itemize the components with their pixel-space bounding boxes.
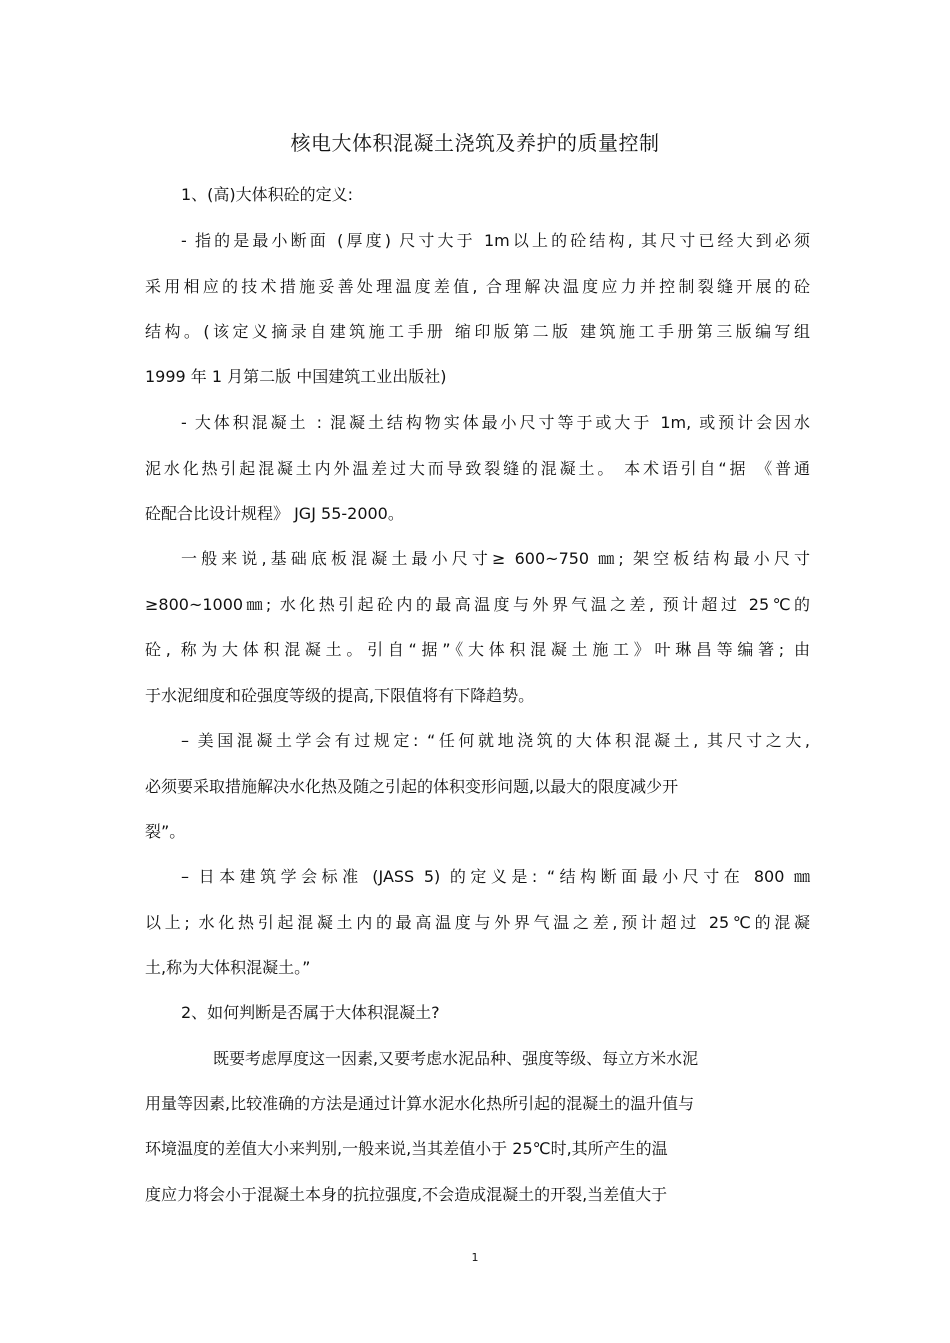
paragraph-line: 采用相应的技术措施妥善处理温度差值, 合理解决温度应力并控制裂缝开展的砼 bbox=[145, 277, 810, 296]
section-heading-1: 1、(高)大体积砼的定义: bbox=[181, 185, 354, 204]
paragraph-line: 于水泥细度和砼强度等级的提高,下限值将有下降趋势。 bbox=[145, 686, 535, 705]
paragraph-line: 砼配合比设计规程》 JGJ 55-2000。 bbox=[145, 504, 404, 523]
paragraph-line: – 美国混凝土学会有过规定: “任何就地浇筑的大体积混凝土, 其尺寸之大, bbox=[181, 731, 810, 750]
paragraph-line: 土,称为大体积混凝土。” bbox=[145, 958, 311, 977]
paragraph-line: 结构。(该定义摘录自建筑施工手册 缩印版第二版 建筑施工手册第三版编写组 bbox=[145, 322, 810, 341]
paragraph-line: – 日本建筑学会标准 (JASS 5) 的定义是: “结构断面最小尺寸在 800 ㎜ bbox=[181, 867, 810, 886]
paragraph-line: 泥水化热引起混凝土内外温差过大而导致裂缝的混凝土。 本术语引自“据 《普通 bbox=[145, 459, 810, 478]
paragraph-line: 砼, 称为大体积混凝土。引自“据”《大体积混凝土施工》叶琳昌等编箸; 由 bbox=[145, 640, 810, 659]
paragraph-line: ≥800~1000㎜; 水化热引起砼内的最高温度与外界气温之差, 预计超过 25℃的 bbox=[145, 595, 810, 614]
section-heading-2: 2、如何判断是否属于大体积混凝土? bbox=[181, 1003, 440, 1022]
paragraph-line: 用量等因素,比较准确的方法是通过计算水泥水化热所引起的混凝土的温升值与 bbox=[145, 1094, 695, 1113]
paragraph-line: - 大体积混凝土 : 混凝土结构物实体最小尺寸等于或大于 1m, 或预计会因水 bbox=[181, 413, 810, 432]
paragraph-line: 一般来说,基础底板混凝土最小尺寸≥ 600~750 ㎜; 架空板结构最小尺寸 bbox=[181, 549, 810, 568]
paragraph-line: 既要考虑厚度这一因素,又要考虑水泥品种、强度等级、每立方米水泥 bbox=[213, 1049, 699, 1068]
paragraph-line: - 指的是最小断面 (厚度) 尺寸大于 1m以上的砼结构, 其尺寸已经大到必须 bbox=[181, 231, 810, 250]
document-title: 核电大体积混凝土浇筑及养护的质量控制 bbox=[290, 131, 660, 155]
paragraph-line: 1999 年 1 月第二版 中国建筑工业出版社) bbox=[145, 367, 447, 386]
paragraph-line: 度应力将会小于混凝土本身的抗拉强度,不会造成混凝土的开裂,当差值大于 bbox=[145, 1185, 668, 1204]
paragraph-line: 必须要采取措施解决水化热及随之引起的体积变形问题,以最大的限度减少开 bbox=[145, 777, 679, 796]
paragraph-line: 裂”。 bbox=[145, 822, 186, 841]
paragraph-line: 环境温度的差值大小来判别,一般来说,当其差值小于 25℃时,其所产生的温 bbox=[145, 1139, 668, 1158]
page-number: 1 bbox=[471, 1251, 479, 1264]
paragraph-line: 以上; 水化热引起混凝土内的最高温度与外界气温之差,预计超过 25℃的混凝 bbox=[145, 913, 810, 932]
